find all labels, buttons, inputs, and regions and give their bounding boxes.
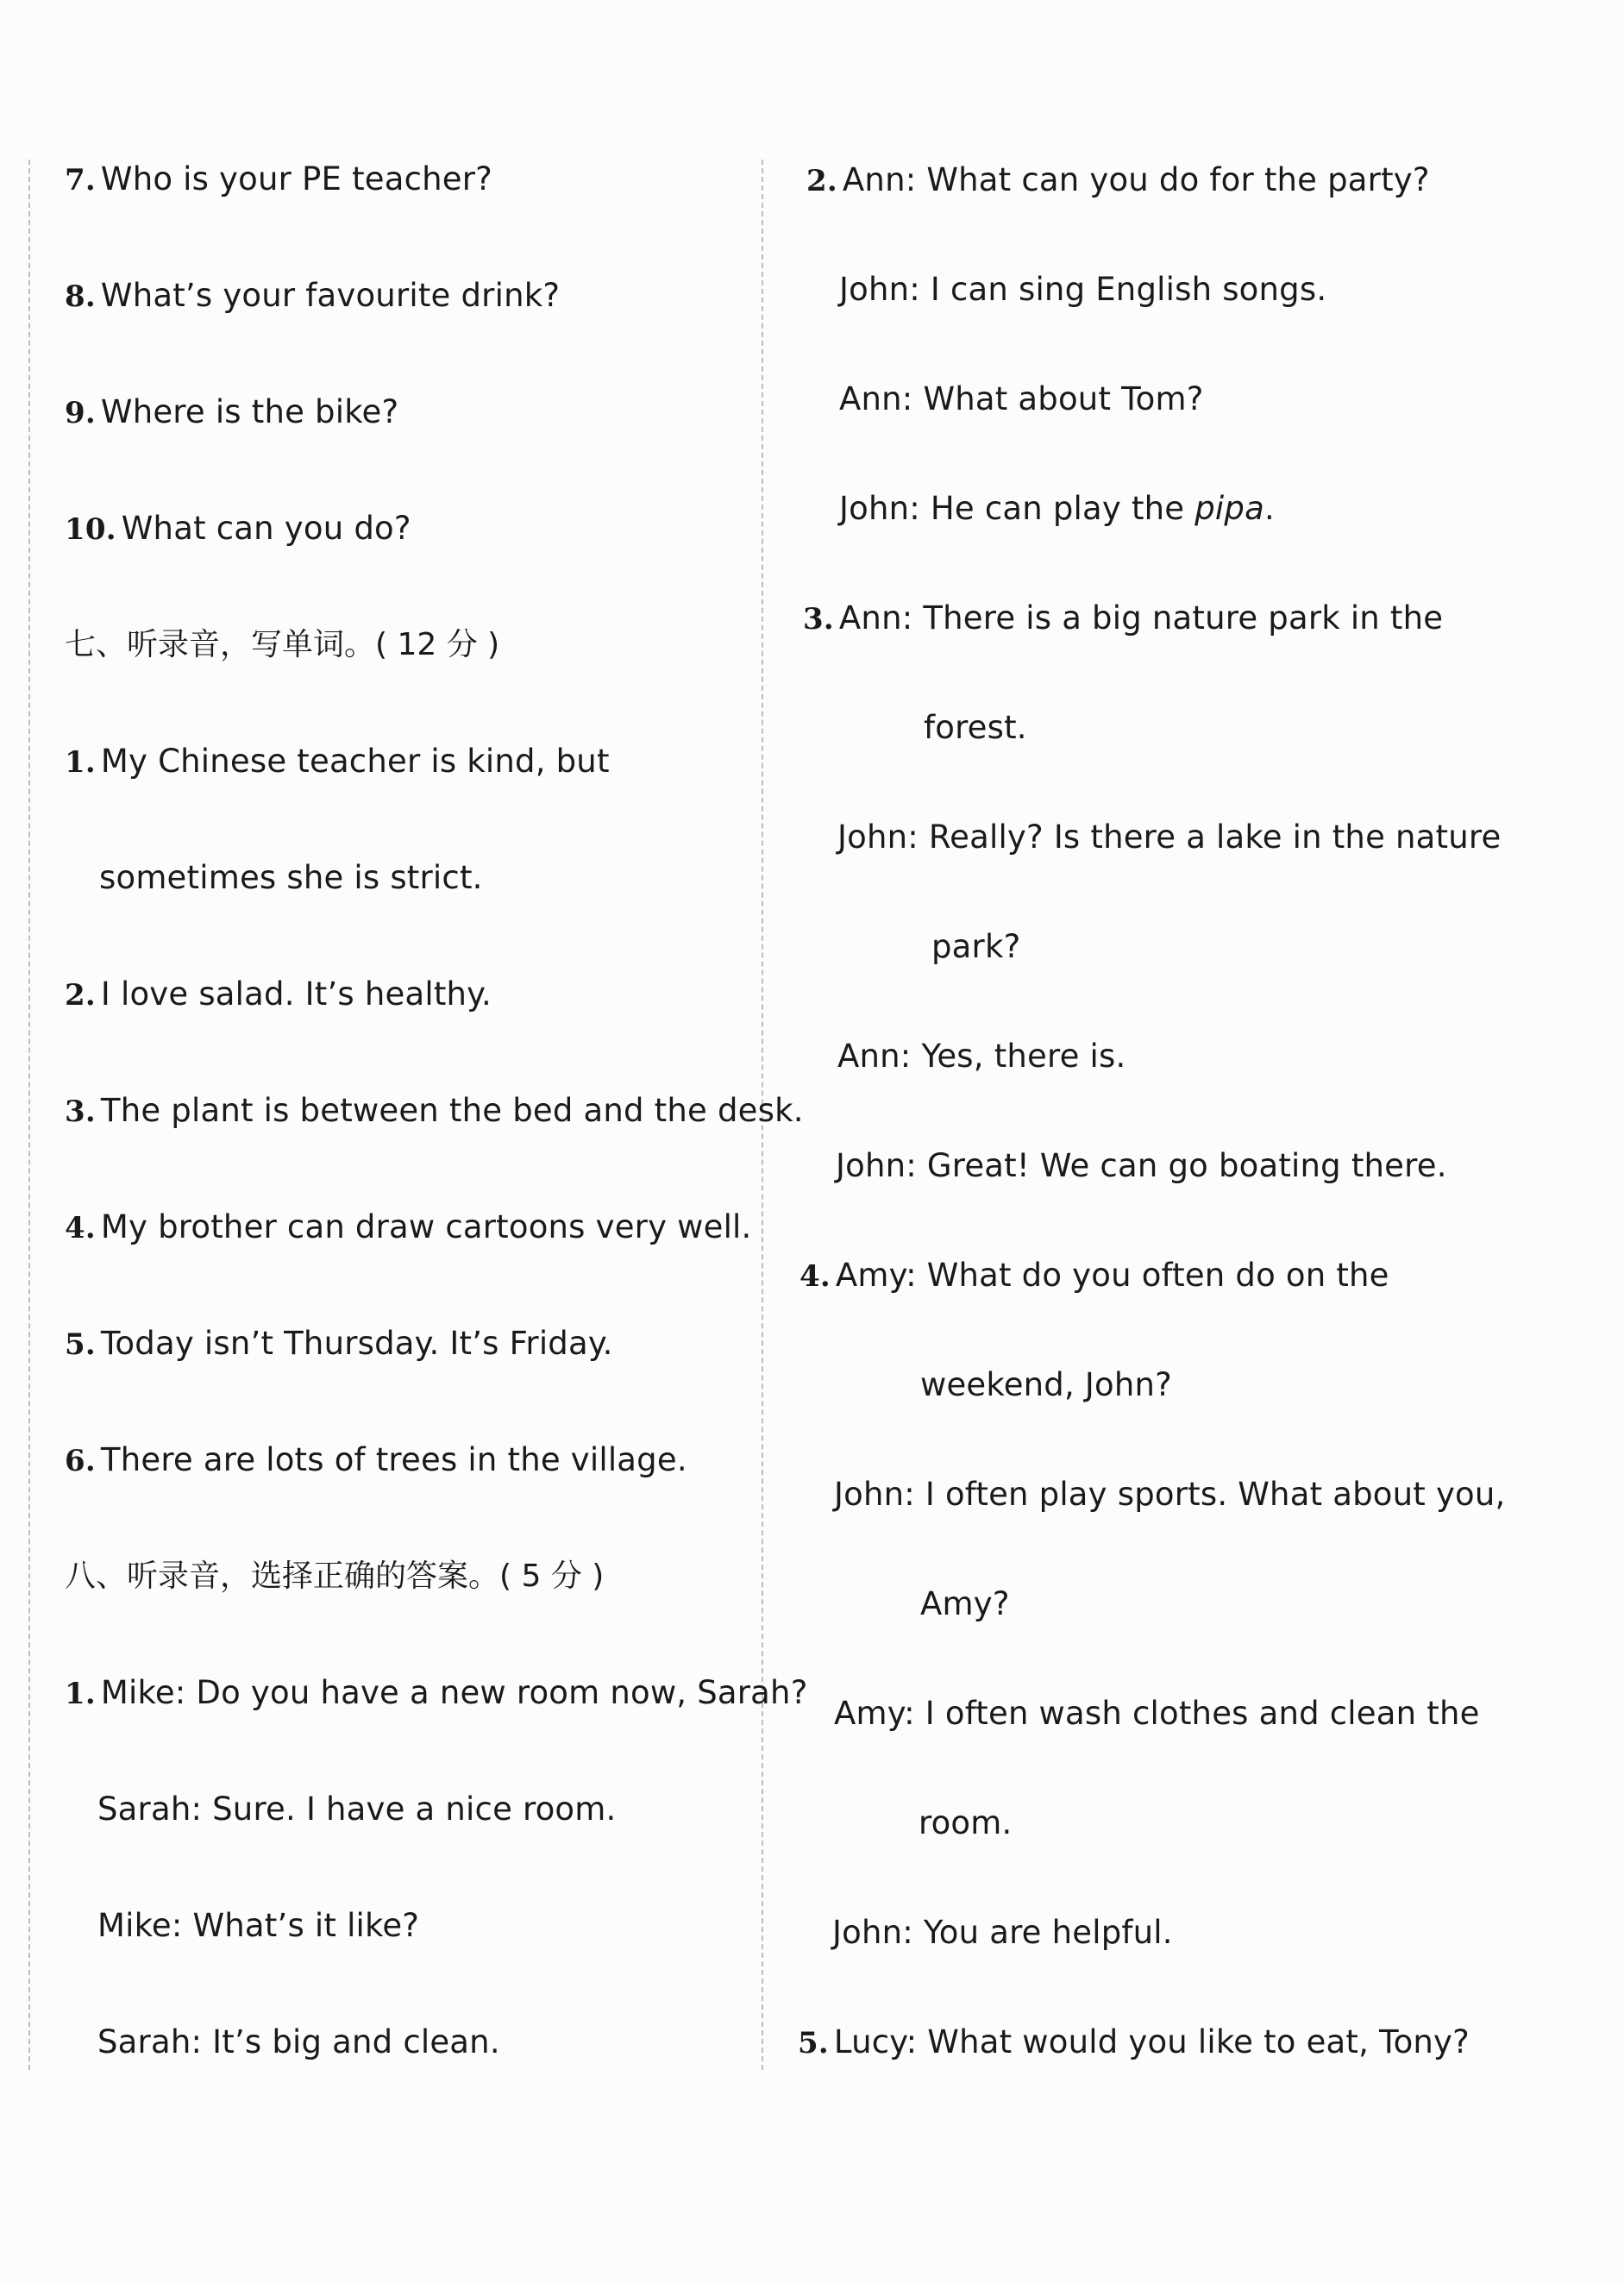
dialogue-text: Lucy: What would you like to eat, Tony? (833, 2023, 1470, 2060)
section-7-item-2 (65, 975, 492, 1014)
item-number: 6. (65, 1444, 96, 1478)
dialogue-3-line-1-continued: forest. (924, 709, 1027, 746)
section-7-item-4 (65, 1208, 752, 1247)
instrument-name: pipa (1194, 490, 1264, 527)
question-text: Where is the bike? (100, 393, 399, 430)
dialogue-text: Ann: There is a big nature park in the (838, 599, 1444, 637)
item-number: 4. (65, 1211, 96, 1245)
dialogue-1-line-4: Sarah: It’s big and clean. (97, 2023, 500, 2060)
item-number: 8. (65, 279, 96, 314)
dialogue-4-line-1 (799, 1257, 1389, 1295)
item-number: 1. (65, 1677, 96, 1711)
section-7-heading: 七、听录音，写单词。( 12 分 ) (65, 627, 500, 662)
question-8 (65, 277, 560, 316)
dialogue-3-line-4: John: Great! We can go boating there. (836, 1147, 1447, 1184)
item-number: 5. (798, 2026, 829, 2060)
dialogue-5-line-1 (798, 2023, 1470, 2062)
dialogue-4-line-2-continued: Amy? (920, 1585, 1010, 1622)
dialogue-3-line-3: Ann: Yes, there is. (837, 1038, 1126, 1075)
question-7 (65, 160, 492, 199)
item-number: 3. (65, 1094, 96, 1129)
item-number: 9. (65, 396, 96, 430)
question-10 (65, 510, 411, 549)
dialogue-text: Ann: What can you do for the party? (842, 161, 1430, 198)
item-number: 2. (806, 164, 837, 198)
sentence-text: My Chinese teacher is kind, but (100, 743, 610, 780)
item-number: 2. (65, 978, 96, 1013)
question-text: What’s your favourite drink? (100, 277, 561, 314)
dialogue-4-line-2: John: I often play sports. What about you, (834, 1476, 1506, 1513)
item-number: 3. (803, 602, 834, 637)
item-number: 4. (799, 1259, 831, 1294)
item-number: 7. (65, 163, 96, 198)
dialogue-3-line-1 (803, 599, 1443, 638)
item-number: 10. (65, 512, 116, 547)
dialogue-text: Amy: What do you often do on the (835, 1257, 1389, 1294)
left-dashed-border (28, 160, 30, 2070)
question-text: Who is your PE teacher? (100, 160, 493, 198)
punctuation: . (1263, 490, 1275, 527)
dialogue-1-line-2: Sarah: Sure. I have a nice room. (97, 1791, 617, 1828)
section-7-item-5 (65, 1325, 613, 1364)
dialogue-3-line-2-continued: park? (931, 928, 1021, 965)
section-7-item-6 (65, 1441, 687, 1480)
sentence-text: Today isn’t Thursday. It’s Friday. (100, 1325, 613, 1362)
dialogue-1-line-3: Mike: What’s it like? (97, 1907, 420, 1944)
sentence-text: There are lots of trees in the village. (100, 1441, 687, 1478)
dialogue-2-line-2: John: I can sing English songs. (839, 271, 1327, 308)
question-text: What can you do? (121, 510, 411, 547)
question-9 (65, 393, 398, 432)
dialogue-3-line-2: John: Really? Is there a lake in the nature (837, 818, 1502, 856)
dialogue-1-line-1 (65, 1674, 808, 1713)
sentence-text: My brother can draw cartoons very well. (100, 1208, 752, 1245)
dialogue-text: Mike: Do you have a new room now, Sarah? (100, 1674, 808, 1711)
dialogue-4-line-4: John: You are helpful. (832, 1914, 1173, 1951)
dialogue-4-line-1-continued: weekend, John? (920, 1366, 1173, 1403)
dialogue-2-line-3: Ann: What about Tom? (839, 380, 1204, 417)
dialogue-text: John: He can play the (839, 490, 1195, 527)
item-number: 5. (65, 1327, 96, 1362)
item-number: 1. (65, 745, 96, 780)
sentence-text: The plant is between the bed and the desk. (100, 1092, 804, 1129)
section-8-heading: 八、听录音，选择正确的答案。( 5 分 ) (65, 1559, 605, 1594)
dialogue-4-line-3: Amy: I often wash clothes and clean the (834, 1695, 1480, 1732)
dialogue-2-line-4 (839, 490, 1275, 528)
section-7-item-3 (65, 1092, 804, 1131)
section-7-item-1-continued: sometimes she is strict. (99, 859, 483, 896)
sentence-text: I love salad. It’s healthy. (100, 975, 492, 1013)
section-7-item-1 (65, 743, 610, 781)
dialogue-4-line-3-continued: room. (919, 1804, 1013, 1841)
dialogue-2-line-1 (806, 161, 1430, 200)
